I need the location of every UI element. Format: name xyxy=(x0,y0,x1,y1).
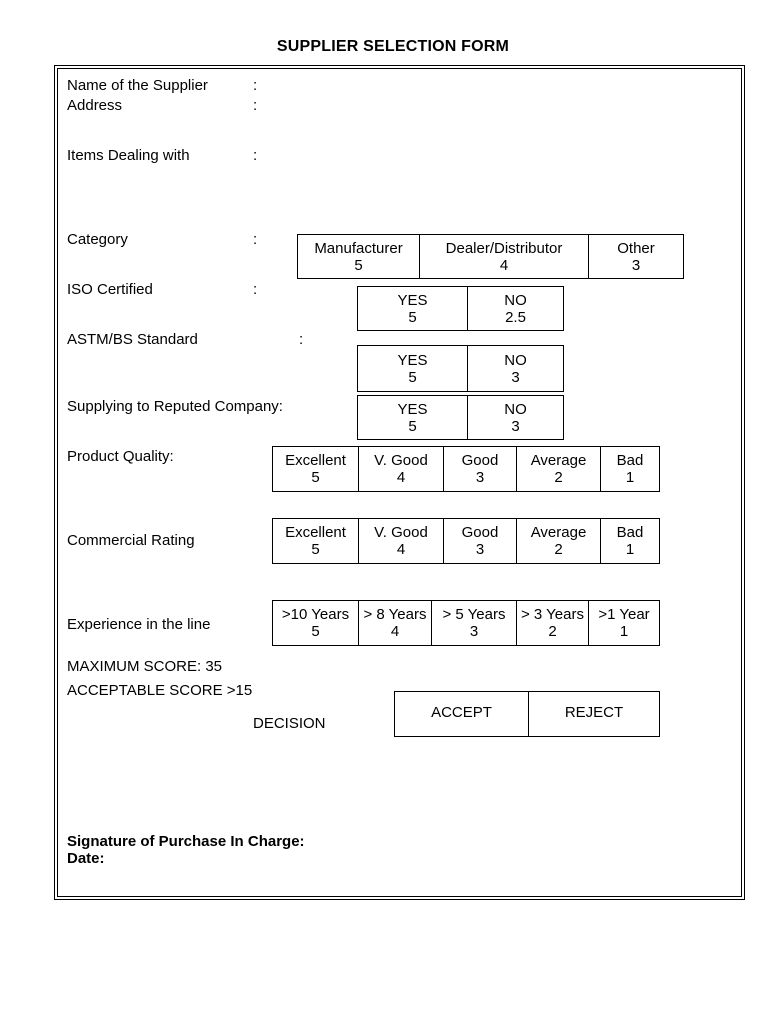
acceptable-score: ACCEPTABLE SCORE >15 xyxy=(67,682,253,699)
experience-option-3[interactable] xyxy=(516,601,588,645)
option-score: 5 xyxy=(408,368,417,386)
maximum-score: MAXIMUM SCORE: 35 xyxy=(67,658,223,675)
items-dealing-colon: : xyxy=(253,147,258,164)
reputed-label: Supplying to Reputed Company: xyxy=(67,398,283,415)
astm-option-yes[interactable] xyxy=(358,346,467,391)
iso-colon: : xyxy=(253,281,258,298)
option-score: 1 xyxy=(625,541,635,558)
option-score: 5 xyxy=(311,469,320,486)
option-score: 5 xyxy=(311,541,320,558)
option-score: 5 xyxy=(408,308,417,326)
iso-options xyxy=(357,286,564,331)
option-score: 3 xyxy=(511,417,520,435)
option-score: 4 xyxy=(390,623,400,640)
option-score: 2 xyxy=(554,469,563,486)
option-score: 3 xyxy=(475,541,485,558)
option-name: Manufacturer xyxy=(314,239,403,257)
experience-option-5[interactable] xyxy=(431,601,516,645)
option-score: 5 xyxy=(354,256,363,274)
date-label: Date: xyxy=(67,850,105,867)
astm-label: ASTM/BS Standard xyxy=(67,331,198,348)
reputed-option-yes[interactable] xyxy=(358,396,467,439)
option-name: > 3 Years xyxy=(521,606,584,623)
option-name: Good xyxy=(461,452,499,469)
option-name: > 5 Years xyxy=(442,606,506,623)
astm-option-no[interactable] xyxy=(467,346,563,391)
experience-option-1[interactable] xyxy=(588,601,659,645)
option-score: 1 xyxy=(625,469,635,486)
category-option-other[interactable] xyxy=(588,235,683,278)
commercial-option-vgood[interactable] xyxy=(358,519,443,563)
experience-option-10[interactable] xyxy=(273,601,358,645)
option-name: Dealer/Distributor xyxy=(445,239,563,257)
quality-options xyxy=(272,446,660,492)
option-name: YES xyxy=(397,400,428,418)
option-score: 4 xyxy=(396,541,406,558)
option-score: 3 xyxy=(631,256,641,274)
option-name: Excellent xyxy=(285,452,346,469)
option-name: > 8 Years xyxy=(363,606,427,623)
category-options xyxy=(297,234,684,279)
commercial-label: Commercial Rating xyxy=(67,532,195,549)
option-score: 3 xyxy=(511,368,520,386)
commercial-option-good[interactable] xyxy=(443,519,516,563)
category-label: Category xyxy=(67,231,128,248)
reputed-option-no[interactable] xyxy=(467,396,563,439)
address-label: Address xyxy=(67,97,123,114)
signature-label: Signature of Purchase In Charge: xyxy=(67,833,305,850)
option-name: >10 Years xyxy=(281,606,350,623)
option-name: V. Good xyxy=(374,452,428,469)
quality-option-average[interactable] xyxy=(516,447,600,491)
option-name: YES xyxy=(397,291,428,309)
option-name: Other xyxy=(617,239,655,257)
experience-label: Experience in the line xyxy=(67,616,211,633)
option-score: 2.5 xyxy=(505,308,526,326)
option-name: NO xyxy=(504,351,527,369)
reputed-options xyxy=(357,395,564,440)
commercial-option-average[interactable] xyxy=(516,519,600,563)
option-score: 4 xyxy=(499,256,509,274)
commercial-option-bad[interactable] xyxy=(600,519,659,563)
iso-option-yes[interactable] xyxy=(358,287,467,330)
option-score: 1 xyxy=(619,623,629,640)
form-title: SUPPLIER SELECTION FORM xyxy=(276,38,510,55)
option-name: Bad xyxy=(616,452,644,469)
quality-option-good[interactable] xyxy=(443,447,516,491)
commercial-option-excellent[interactable] xyxy=(273,519,358,563)
option-name: Bad xyxy=(616,524,644,541)
option-score: 3 xyxy=(469,623,479,640)
option-name: YES xyxy=(397,351,428,369)
supplier-name-label: Name of the Supplier xyxy=(67,77,208,94)
commercial-options xyxy=(272,518,660,564)
address-colon: : xyxy=(253,97,258,114)
option-score: 2 xyxy=(548,623,557,640)
option-score: 5 xyxy=(408,417,417,435)
category-option-manufacturer[interactable] xyxy=(298,235,419,278)
option-score: 2 xyxy=(554,541,563,558)
experience-option-8[interactable] xyxy=(358,601,431,645)
iso-label: ISO Certified xyxy=(67,281,153,298)
decision-options xyxy=(394,691,660,737)
option-name: Average xyxy=(530,452,587,469)
items-dealing-label: Items Dealing with xyxy=(67,147,190,164)
accept-button[interactable]: ACCEPT xyxy=(431,703,492,721)
option-name: Excellent xyxy=(285,524,346,541)
option-name: Good xyxy=(461,524,499,541)
quality-label: Product Quality: xyxy=(67,448,174,465)
option-name: NO xyxy=(504,400,527,418)
category-option-dealer[interactable] xyxy=(419,235,588,278)
quality-option-excellent[interactable] xyxy=(273,447,358,491)
quality-option-vgood[interactable] xyxy=(358,447,443,491)
option-score: 4 xyxy=(396,469,406,486)
option-name: >1 Year xyxy=(598,606,650,623)
astm-options xyxy=(357,345,564,392)
option-score: 5 xyxy=(311,623,320,640)
iso-option-no[interactable] xyxy=(467,287,563,330)
supplier-name-colon: : xyxy=(253,77,258,94)
option-score: 3 xyxy=(475,469,485,486)
option-name: NO xyxy=(504,291,527,309)
option-name: V. Good xyxy=(374,524,428,541)
experience-options xyxy=(272,600,660,646)
decision-label: DECISION xyxy=(253,715,326,732)
quality-option-bad[interactable] xyxy=(600,447,659,491)
category-colon: : xyxy=(253,231,258,248)
reject-button[interactable]: REJECT xyxy=(528,692,659,736)
astm-colon: : xyxy=(299,331,304,348)
option-name: Average xyxy=(530,524,587,541)
